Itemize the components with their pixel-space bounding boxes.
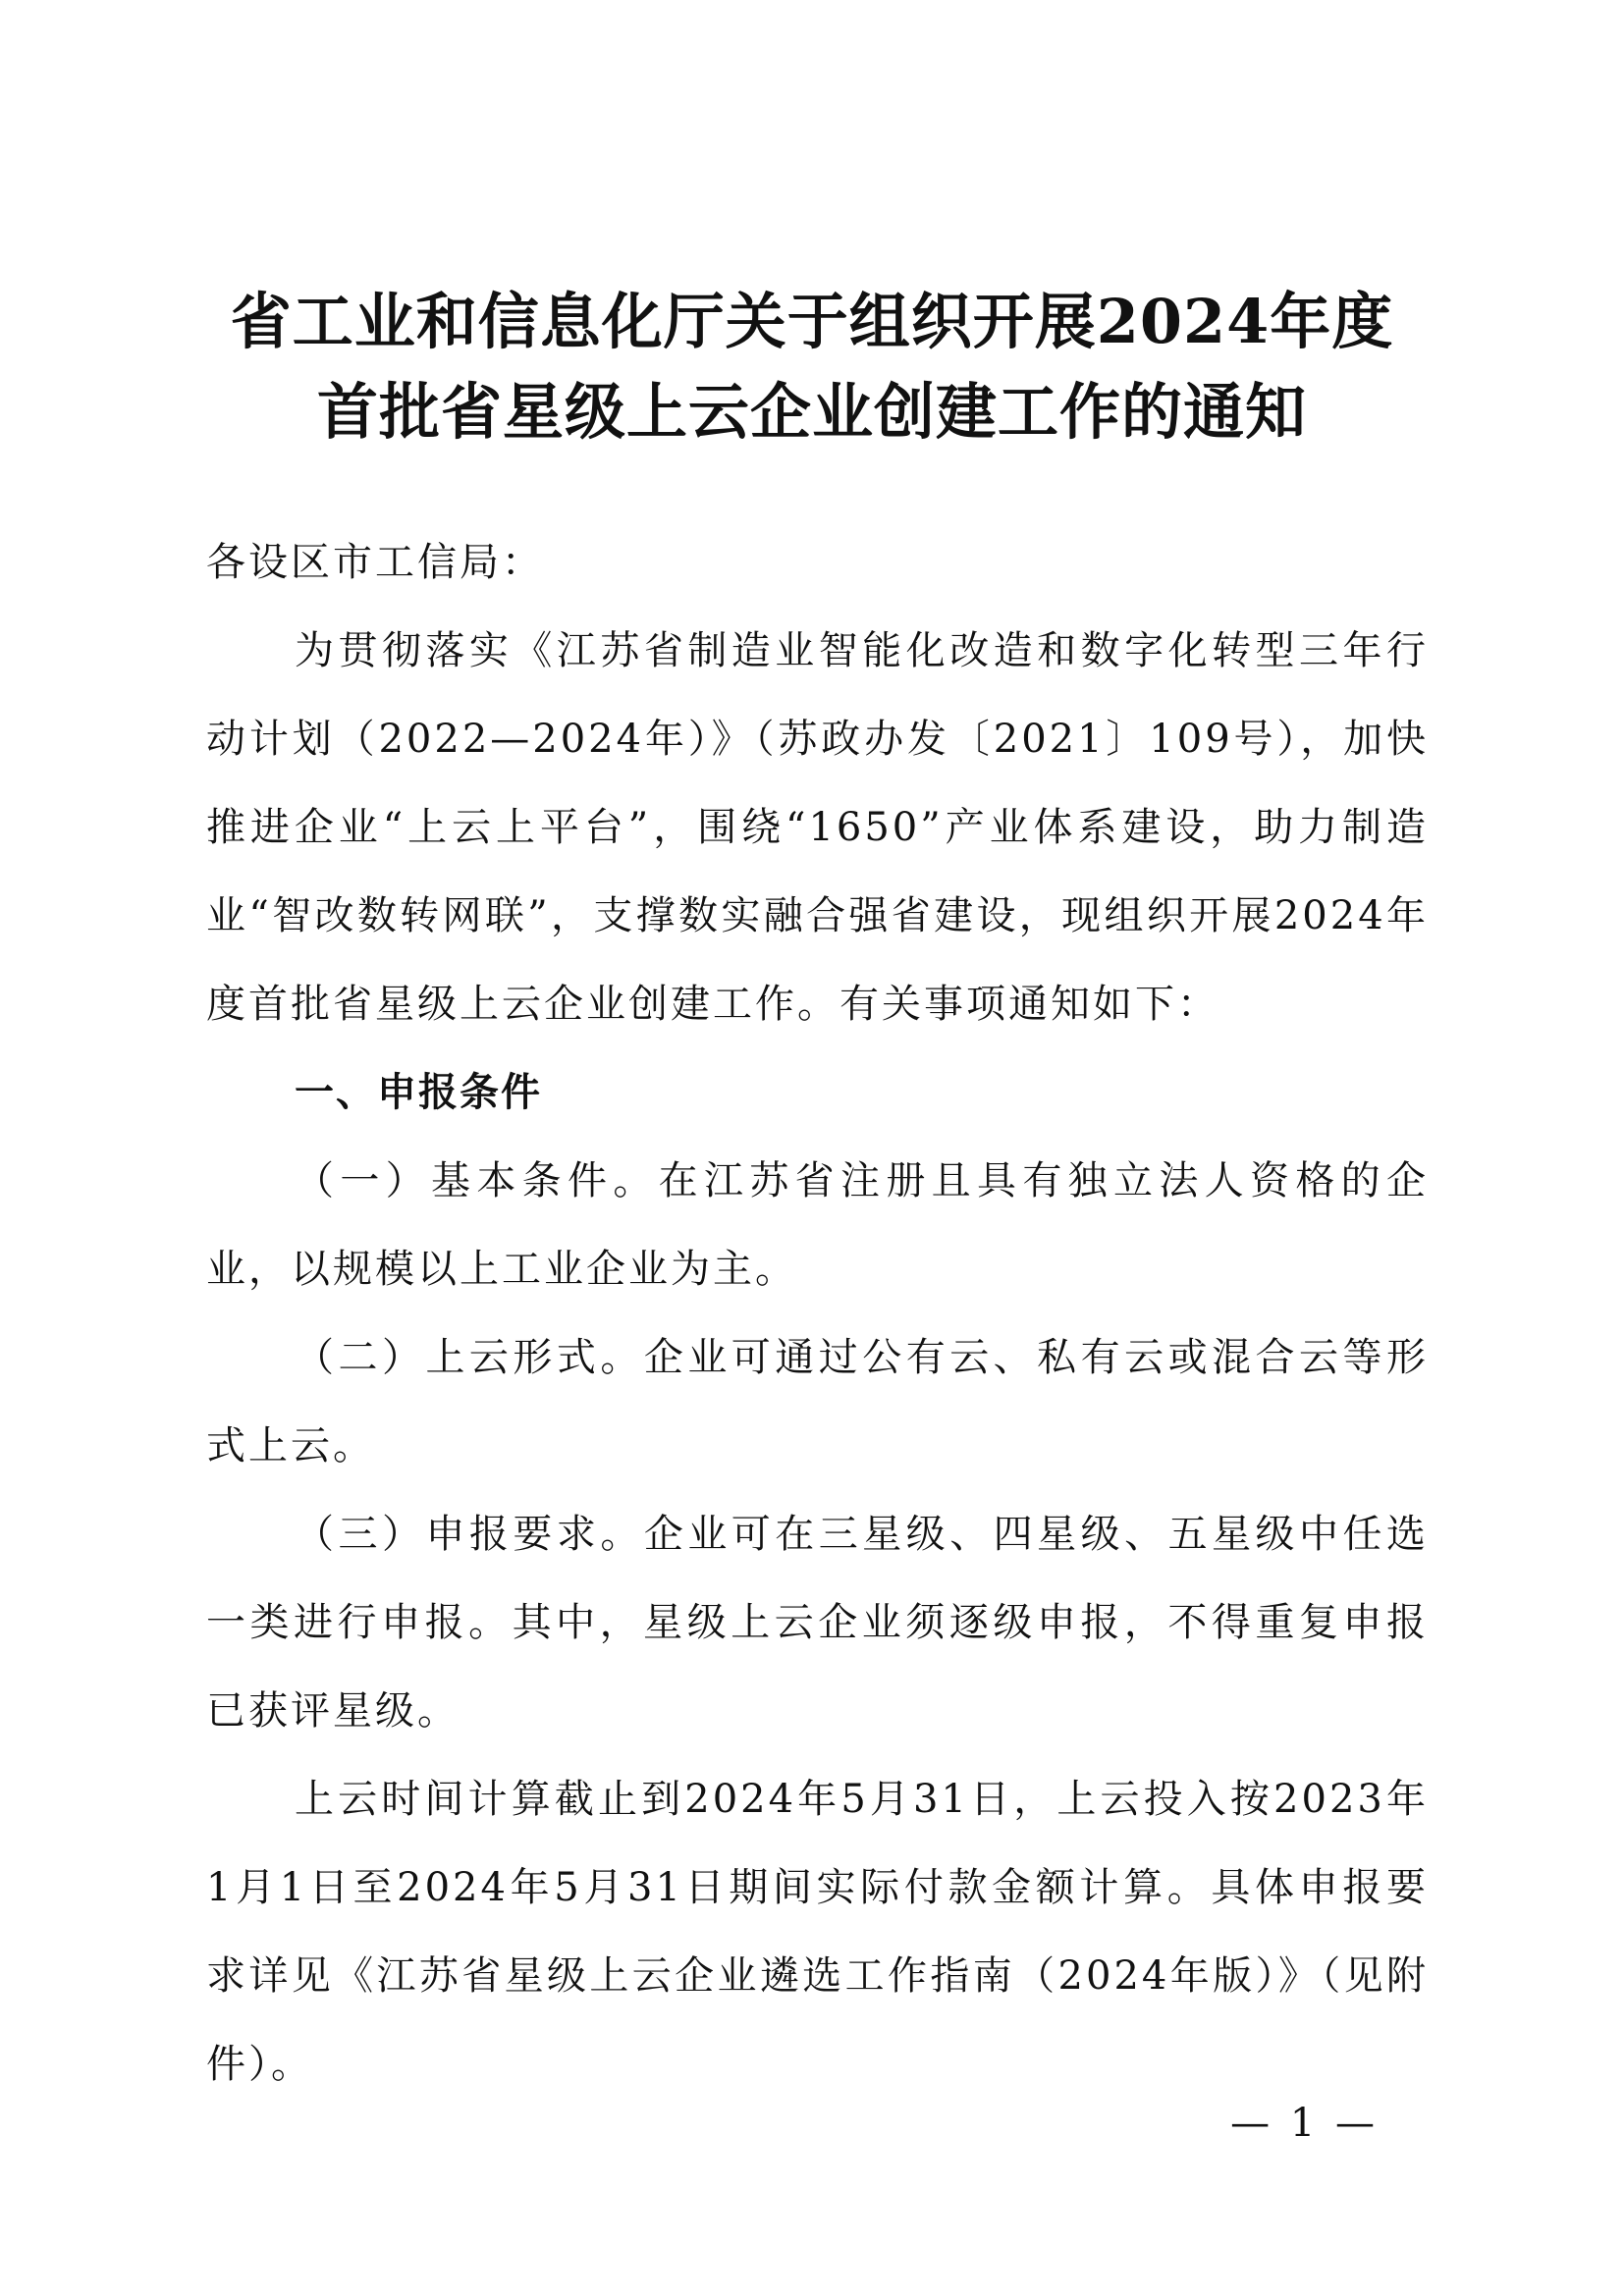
page-number: — 1 — xyxy=(1230,2101,1379,2146)
cloud-form-paragraph: （二）上云形式。企业可通过公有云、私有云或混合云等形式上云。 xyxy=(206,1335,1429,1468)
timing-paragraph: 上云时间计算截止到2024年5月31日，上云投入按2023年1月1日至2024年5月31日期间实际付款金额计算。具体申报要求详见《江苏省星级上云企业遴选工作指南（2024年版）》（见附件）。 xyxy=(206,1777,1429,2087)
basic-conditions-paragraph: （一）基本条件。在江苏省注册且具有独立法人资格的企业，以规模以上工业企业为主。 xyxy=(206,1158,1429,1292)
document-title xyxy=(177,277,1447,457)
title-line-2: 首批省星级上云企业创建工作的通知 xyxy=(316,376,1307,448)
title-line-1: 省工业和信息化厅关于组织开展2024年度 xyxy=(230,286,1394,357)
document-body xyxy=(206,518,1429,2109)
section-heading-application-conditions: 一、申报条件 xyxy=(295,1070,542,1115)
application-requirements-paragraph: （三）申报要求。企业可在三星级、四星级、五星级中任选一类进行申报。其中，星级上云企业须逐级申报，不得重复申报已获评星级。 xyxy=(206,1512,1429,1734)
salutation: 各设区市工信局： xyxy=(206,540,544,585)
intro-paragraph: 为贯彻落实《江苏省制造业智能化改造和数字化转型三年行动计划（2022—2024年）》（苏政办发〔2021〕109号），加快推进企业“上云上平台”，围绕“1650”产业体系建设，助力制造业“智改数转网联”，支撑数实融合强省建设，现组织开展2024年度首批省星级上云企业创建工作。有关事项通知如下： xyxy=(206,628,1429,1027)
